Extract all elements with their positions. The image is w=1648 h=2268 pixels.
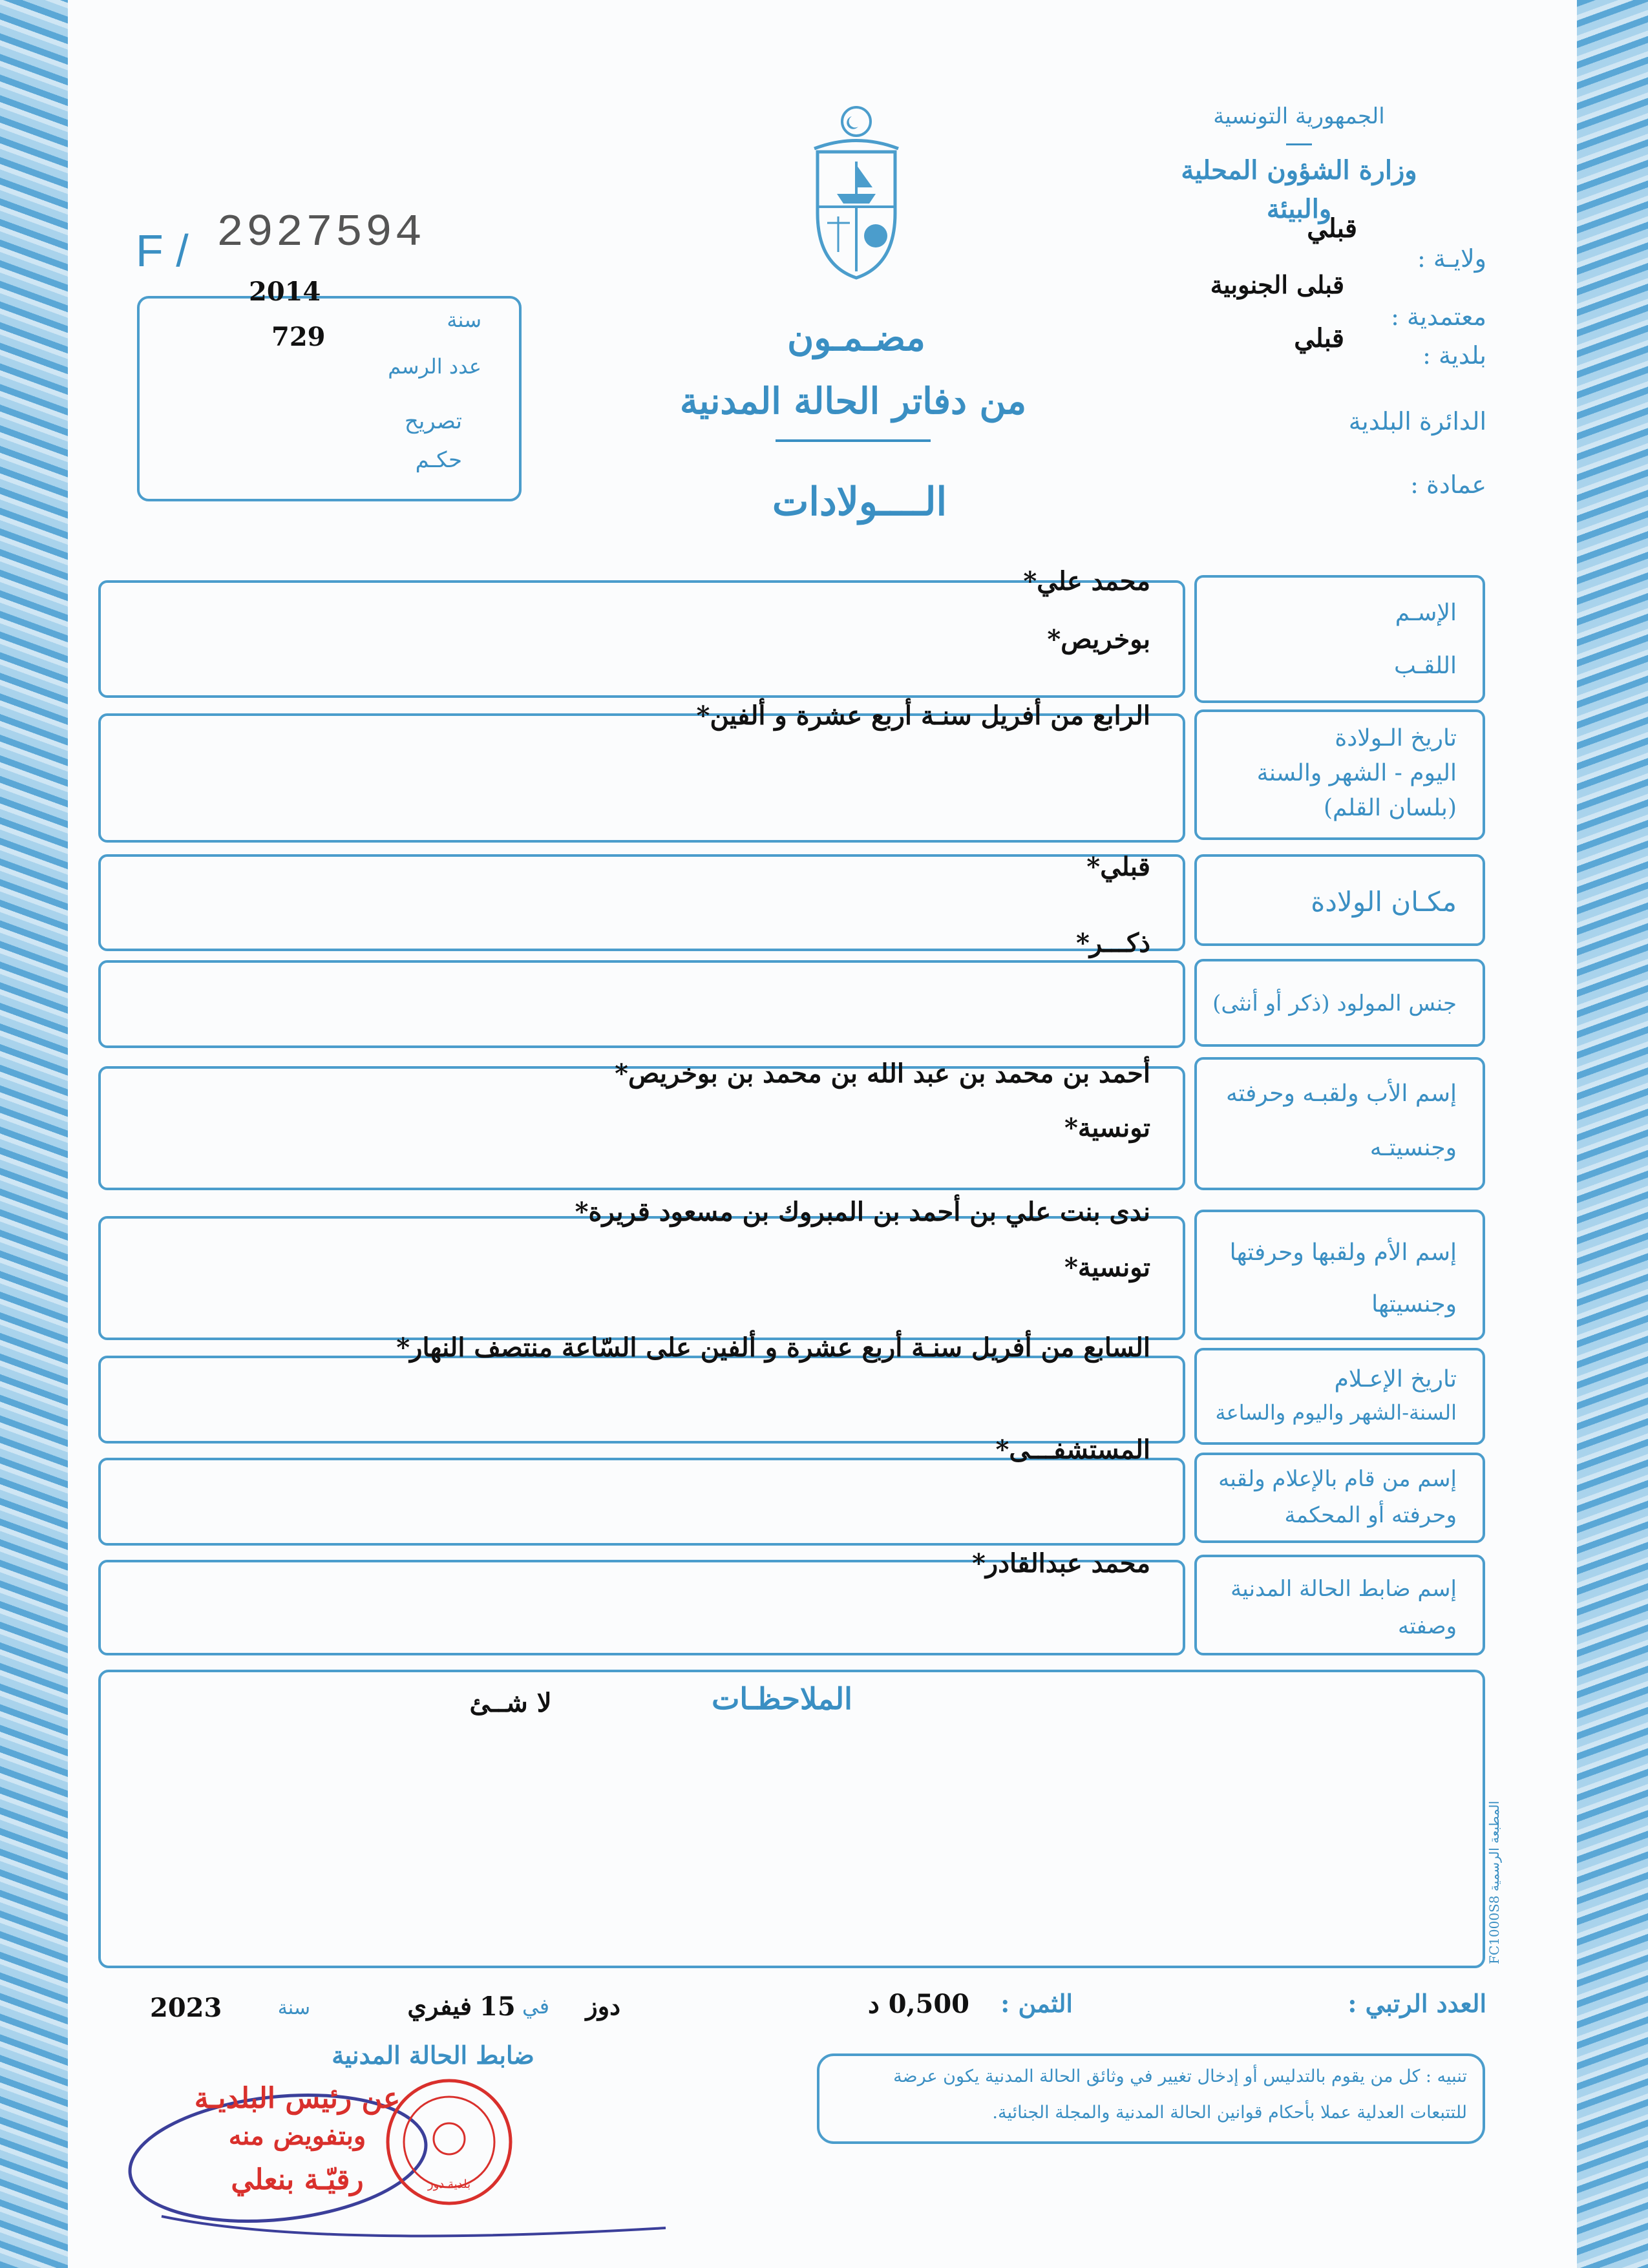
row-father-label-box xyxy=(1194,1057,1485,1190)
surname-label: اللقـب xyxy=(1394,653,1457,679)
delegation-label: معتمدية : xyxy=(1391,302,1486,331)
mother-nationality-label: وجنسيتها xyxy=(1371,1291,1457,1318)
birthdate-label: تاريخ الـولادة xyxy=(1335,725,1457,751)
father-nationality-label: وجنسيتـه xyxy=(1369,1135,1457,1161)
record-label: عدد الرسم xyxy=(388,354,481,379)
ministry-name: وزارة الشؤون المحلية xyxy=(1181,155,1417,185)
header-divider xyxy=(1286,143,1312,145)
father-value: أحمد بن محمد بن عبد الله بن محمد بن بوخريص* xyxy=(615,1058,1150,1089)
year-label: سنة xyxy=(447,308,481,332)
warning-line-2: للتتبعات العدلية عملا بأحكام قوانين الحالة المدنية والمجلة الجنائية. xyxy=(992,2103,1467,2123)
imada-label: عمادة : xyxy=(1410,470,1486,499)
republic-name: الجمهورية التونسية xyxy=(1213,103,1385,129)
birthdate-sublabel: اليوم - الشهر والسنة xyxy=(1256,760,1457,786)
date-day: 15 xyxy=(480,1991,516,2022)
printer-mark: المطبعة الرسمية FC1000S8 xyxy=(1486,1800,1502,1964)
sex-label: جنس المولود (ذكر أو أنثى) xyxy=(1212,991,1457,1016)
price-label: الثمن : xyxy=(1000,1989,1073,2018)
coat-of-arms-icon xyxy=(801,103,911,284)
birthplace-value: قبلي* xyxy=(1086,852,1150,882)
birthdate-value: الرابع من أفريل سنـة أربع عشرة و ألفين* xyxy=(696,700,1150,731)
delegation-value: قبلى الجنوبية xyxy=(1210,270,1344,299)
municipality-label: بلدية : xyxy=(1422,341,1486,370)
district-label: الدائرة البلدية xyxy=(1348,407,1486,436)
father-nationality-value: تونسية* xyxy=(1064,1113,1150,1143)
record-value: 729 xyxy=(271,322,326,352)
last-name-value: بوخريص* xyxy=(1047,624,1150,655)
mother-value: ندى بنت علي بن أحمد بن المبروك بن مسعود قريرة* xyxy=(575,1197,1150,1227)
judgment-label: حكـم xyxy=(415,447,462,473)
security-border-left xyxy=(0,0,68,2268)
stamp-line-3: رقيّـة بنعلي xyxy=(231,2163,364,2196)
row-birthdate-value-box xyxy=(98,713,1185,843)
price-value: 0,500 د xyxy=(867,1989,969,2019)
row-name-label-box xyxy=(1194,575,1485,703)
officer-sublabel: وصفته xyxy=(1398,1613,1457,1639)
row-birthdate-label-box xyxy=(1194,709,1485,840)
officer-value: محمد عبدالقادر* xyxy=(972,1548,1150,1579)
officer-label: إسم ضابط الحالة المدنية xyxy=(1231,1576,1457,1602)
warning-line-1: تنبيه : كل من يقوم بالتدليس أو إدخال تغيير في وثائق الحالة المدنية يكون عرضة xyxy=(893,2066,1467,2086)
remarks-value: لا شــئ xyxy=(469,1688,552,1718)
row-mother-value-box xyxy=(98,1216,1185,1340)
declarant-sublabel: وحرفته أو المحكمة xyxy=(1284,1502,1457,1528)
row-sex-value-box xyxy=(98,960,1185,1048)
date-prefix: في xyxy=(522,1994,549,2019)
row-sex-label-box xyxy=(1194,959,1485,1047)
birthdate-note: (بلسان القلم) xyxy=(1323,795,1457,821)
row-name-value-box xyxy=(98,580,1185,698)
serial-prefix: F / xyxy=(136,226,189,276)
wilaya-label: ولايـة : xyxy=(1417,244,1486,273)
row-declarant-label-box xyxy=(1194,1453,1485,1543)
stamp-line-2: وبتفويض منه xyxy=(228,2121,366,2151)
title-underline xyxy=(776,439,931,442)
document-title: مضـمـون xyxy=(787,317,925,359)
row-declaration-date-label-box xyxy=(1194,1348,1485,1445)
father-label: إسم الأب ولقبـه وحرفته xyxy=(1225,1080,1457,1107)
serial-order-label: العدد الرتبي : xyxy=(1347,1989,1486,2018)
wilaya-value: قبلي xyxy=(1307,213,1357,244)
declaration-date-sublabel: السنة-الشهر واليوم والساعة xyxy=(1215,1400,1457,1425)
section-title: الــــولادات xyxy=(772,479,947,525)
row-birthplace-value-box xyxy=(98,854,1185,951)
row-mother-label-box xyxy=(1194,1210,1485,1340)
row-declaration-date-value-box xyxy=(98,1356,1185,1444)
declarant-label: إسم من قام بالإعلام ولقبه xyxy=(1218,1466,1457,1492)
year-value: 2014 xyxy=(249,277,321,307)
security-border-right xyxy=(1577,0,1648,2268)
declaration-label: تصريح xyxy=(404,408,462,434)
name-label: الإسـم xyxy=(1395,600,1457,626)
remarks-label: الملاحظـات xyxy=(712,1681,852,1716)
year-footer-value: 2023 xyxy=(150,1993,222,2023)
municipality-value: قبلي xyxy=(1294,323,1344,353)
row-birthplace-label-box xyxy=(1194,854,1485,946)
first-name-value: محمد علي* xyxy=(1023,566,1150,596)
serial-number: 2927594 xyxy=(217,208,425,259)
mother-label: إسم الأم ولقبها وحرفتها xyxy=(1229,1239,1457,1266)
mother-nationality-value: تونسية* xyxy=(1064,1252,1150,1283)
declaration-date-label: تاريخ الإعـلام xyxy=(1334,1366,1457,1392)
place-value: دوز xyxy=(586,1991,620,2021)
stamp-line-1: عن رئيس البلديـة xyxy=(194,2082,401,2115)
ministry-name-2: والبيئة xyxy=(1266,194,1332,224)
row-declarant-value-box xyxy=(98,1458,1185,1546)
year-footer-label: سنة xyxy=(277,1997,310,2019)
officer-title: ضابط الحالة المدنية xyxy=(332,2041,534,2070)
birthplace-label: مكـان الولادة xyxy=(1311,886,1457,918)
declaration-date-value: السابع من أفريل سنـة أربع عشرة و ألفين على السّاعة منتصف النهار* xyxy=(396,1332,1150,1363)
declarant-value: المستشفـــى* xyxy=(995,1434,1150,1465)
date-month: فيفري xyxy=(407,1991,472,2021)
sex-value: ذكـــر* xyxy=(1076,928,1150,958)
document-subtitle: من دفاتر الحالة المدنية xyxy=(679,380,1027,423)
row-officer-label-box xyxy=(1194,1555,1485,1655)
seal-text: بلدية دوز xyxy=(427,2178,471,2191)
